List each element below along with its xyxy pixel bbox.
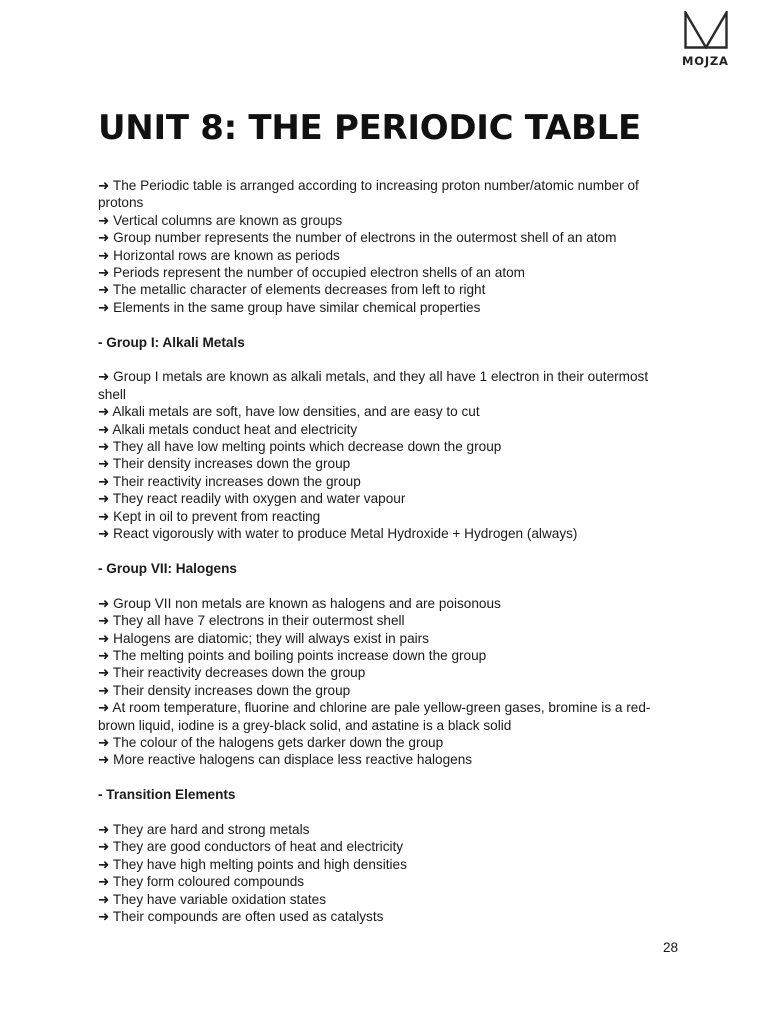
mojza-logo-icon: [684, 11, 728, 49]
list-item: ➜ They have variable oxidation states: [98, 891, 327, 907]
arrow-icon: ➜: [98, 700, 110, 716]
page-number: 28: [663, 940, 679, 955]
list-item: ➜ Horizontal rows are known as periods: [98, 247, 340, 263]
section-heading-transition-elements: - Transition Elements: [98, 787, 236, 803]
list-item: ➜ Elements in the same group have similar chemical properties: [98, 299, 481, 315]
arrow-icon: ➜: [98, 891, 110, 907]
arrow-icon: ➜: [98, 613, 110, 629]
arrow-icon: ➜: [98, 839, 110, 855]
page-title: UNIT 8: THE PERIODIC TABLE: [98, 108, 641, 148]
list-item: ➜ Periods represent the number of occupied electron shells of an atom: [98, 265, 525, 281]
arrow-icon: ➜: [98, 439, 110, 455]
list-item: ➜ Group number represents the number of electrons in the outermost shell of an atom: [98, 230, 617, 246]
arrow-icon: ➜: [98, 526, 110, 542]
arrow-icon: ➜: [98, 421, 110, 437]
list-item: ➜ They are good conductors of heat and electricity: [98, 839, 404, 855]
brand-logo: [682, 11, 734, 68]
arrow-icon: ➜: [98, 369, 110, 385]
arrow-icon: ➜: [98, 404, 110, 420]
arrow-icon: ➜: [98, 856, 110, 872]
arrow-icon: ➜: [98, 212, 110, 228]
arrow-icon: ➜: [98, 508, 110, 524]
arrow-icon: ➜: [98, 734, 110, 750]
brand-name: MOJZA: [682, 54, 729, 68]
arrow-icon: ➜: [98, 491, 110, 507]
list-item: ➜ Their density increases down the group: [98, 456, 351, 472]
list-item: ➜ Kept in oil to prevent from reacting: [98, 508, 321, 524]
halogens-list: [98, 595, 678, 769]
list-item: ➜ Vertical columns are known as groups: [98, 212, 343, 228]
section-heading-halogens: - Group VII: Halogens: [98, 560, 237, 576]
list-item: ➜ Their reactivity increases down the group: [98, 473, 361, 489]
list-item: ➜ Group I metals are known as alkali metals, and they all have 1 electron in their outermost shell: [98, 369, 649, 402]
arrow-icon: ➜: [98, 265, 110, 281]
arrow-icon: ➜: [98, 178, 110, 193]
list-item: ➜ Alkali metals are soft, have low densities, and are easy to cut: [98, 404, 480, 420]
arrow-icon: ➜: [98, 665, 110, 681]
list-item: ➜ The colour of the halogens gets darker down the group: [98, 734, 444, 750]
arrow-icon: ➜: [98, 230, 110, 246]
list-item: ➜ React vigorously with water to produce Metal Hydroxide + Hydrogen (always): [98, 526, 578, 542]
arrow-icon: ➜: [98, 282, 110, 298]
arrow-icon: ➜: [98, 247, 110, 263]
list-item: ➜ They react readily with oxygen and water vapour: [98, 491, 406, 507]
list-item: ➜ Alkali metals conduct heat and electricity: [98, 421, 358, 437]
list-item: ➜ They are hard and strong metals: [98, 821, 310, 837]
document-body: [98, 177, 678, 925]
list-item: ➜ Their compounds are often used as catalysts: [98, 908, 384, 924]
arrow-icon: ➜: [98, 456, 110, 472]
alkali-metals-list: [98, 368, 678, 542]
list-item: ➜ They all have 7 electrons in their outermost shell: [98, 613, 405, 629]
list-item: ➜ They form coloured compounds: [98, 874, 305, 890]
list-item: ➜ The Periodic table is arranged according to increasing proton number/atomic number of protons: [98, 178, 639, 211]
arrow-icon: ➜: [98, 682, 110, 698]
list-item: ➜ Group VII non metals are known as halogens and are poisonous: [98, 595, 501, 611]
intro-list: [98, 177, 678, 316]
list-item: ➜ Their density increases down the group: [98, 682, 351, 698]
arrow-icon: ➜: [98, 647, 110, 663]
list-item: ➜ More reactive halogens can displace less reactive halogens: [98, 752, 473, 768]
arrow-icon: ➜: [98, 630, 110, 646]
list-item: ➜ The melting points and boiling points increase down the group: [98, 647, 487, 663]
arrow-icon: ➜: [98, 473, 110, 489]
list-item: ➜ Their reactivity decreases down the group: [98, 665, 366, 681]
list-item: ➜ Halogens are diatomic; they will always exist in pairs: [98, 630, 429, 646]
arrow-icon: ➜: [98, 752, 110, 768]
section-heading-alkali-metals: - Group I: Alkali Metals: [98, 334, 245, 350]
transition-elements-list: [98, 821, 678, 925]
arrow-icon: ➜: [98, 874, 110, 890]
list-item: ➜ They all have low melting points which decrease down the group: [98, 439, 502, 455]
arrow-icon: ➜: [98, 299, 110, 315]
list-item: ➜ At room temperature, fluorine and chlorine are pale yellow-green gases, bromine is a red-brown liquid, iodine is a grey-black solid, and astatine is a black solid: [98, 700, 651, 733]
arrow-icon: ➜: [98, 595, 110, 611]
arrow-icon: ➜: [98, 821, 110, 837]
list-item: ➜ The metallic character of elements decreases from left to right: [98, 282, 486, 298]
arrow-icon: ➜: [98, 908, 110, 924]
list-item: ➜ They have high melting points and high densities: [98, 856, 407, 872]
